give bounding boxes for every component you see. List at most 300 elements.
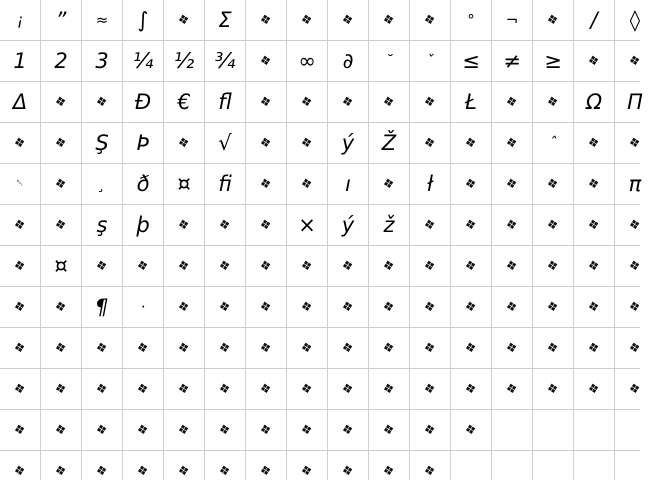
glyph-cell[interactable] xyxy=(0,205,40,245)
glyph-cell[interactable] xyxy=(615,82,655,122)
glyph-cell[interactable] xyxy=(492,451,532,491)
glyph-cell[interactable] xyxy=(287,246,327,286)
glyph-cell[interactable] xyxy=(410,369,450,409)
missing-glyph-icon: ❖ xyxy=(258,93,274,111)
glyph-cell[interactable] xyxy=(328,287,368,327)
missing-glyph-icon: ❖ xyxy=(299,93,315,111)
glyph-character: ˇ xyxy=(426,51,434,70)
glyph-cell[interactable] xyxy=(410,82,450,122)
glyph-cell[interactable] xyxy=(205,205,245,245)
glyph-cell[interactable] xyxy=(0,0,40,40)
glyph-cell[interactable] xyxy=(246,287,286,327)
glyph-cell[interactable] xyxy=(287,123,327,163)
glyph-cell[interactable] xyxy=(410,287,450,327)
glyph-cell[interactable] xyxy=(328,82,368,122)
glyph-cell[interactable] xyxy=(533,451,573,491)
glyph-cell[interactable] xyxy=(492,123,532,163)
missing-glyph-icon: ❖ xyxy=(12,134,28,152)
missing-glyph-icon: ❖ xyxy=(422,421,438,439)
glyph-cell[interactable] xyxy=(205,246,245,286)
glyph-cell[interactable] xyxy=(451,41,491,81)
missing-glyph-icon: ❖ xyxy=(94,93,110,111)
missing-glyph-icon: ❖ xyxy=(545,216,561,234)
glyph-cell[interactable] xyxy=(533,410,573,450)
glyph-cell[interactable] xyxy=(328,451,368,491)
glyph-cell[interactable] xyxy=(0,328,40,368)
glyph-cell[interactable] xyxy=(123,82,163,122)
missing-glyph-icon: ❖ xyxy=(176,339,192,357)
glyph-cell[interactable] xyxy=(0,246,40,286)
missing-glyph-icon: ❖ xyxy=(586,298,602,316)
glyph-cell[interactable] xyxy=(0,369,40,409)
glyph-cell[interactable] xyxy=(246,328,286,368)
glyph-cell[interactable] xyxy=(574,410,614,450)
glyph-character: ý xyxy=(341,130,355,155)
missing-glyph-icon: ❖ xyxy=(586,380,602,398)
glyph-character: Þ xyxy=(136,130,150,155)
missing-glyph-icon: ❖ xyxy=(381,421,397,439)
glyph-cell[interactable] xyxy=(287,451,327,491)
glyph-cell[interactable] xyxy=(287,0,327,40)
glyph-cell[interactable] xyxy=(287,164,327,204)
glyph-cell[interactable] xyxy=(41,287,81,327)
glyph-cell[interactable] xyxy=(615,246,655,286)
glyph-cell[interactable] xyxy=(451,410,491,450)
missing-glyph-icon: ❖ xyxy=(176,380,192,398)
glyph-cell[interactable] xyxy=(164,410,204,450)
missing-glyph-icon: ❖ xyxy=(258,257,274,275)
glyph-cell[interactable] xyxy=(123,451,163,491)
glyph-cell[interactable] xyxy=(615,164,655,204)
glyph-cell[interactable] xyxy=(123,41,163,81)
glyph-character: ¡ xyxy=(16,10,23,29)
glyph-cell[interactable] xyxy=(451,82,491,122)
glyph-cell[interactable] xyxy=(533,123,573,163)
glyph-cell[interactable] xyxy=(82,246,122,286)
missing-glyph-icon: ❖ xyxy=(463,134,479,152)
glyph-cell[interactable] xyxy=(41,451,81,491)
glyph-cell[interactable] xyxy=(82,82,122,122)
glyph-cell[interactable] xyxy=(369,41,409,81)
glyph-cell[interactable] xyxy=(287,328,327,368)
glyph-cell[interactable] xyxy=(410,205,450,245)
glyph-cell[interactable] xyxy=(205,410,245,450)
glyph-cell[interactable] xyxy=(41,205,81,245)
glyph-cell[interactable] xyxy=(328,328,368,368)
glyph-cell[interactable] xyxy=(41,410,81,450)
glyph-cell[interactable] xyxy=(451,0,491,40)
glyph-cell[interactable] xyxy=(369,287,409,327)
glyph-character: fl xyxy=(218,89,232,114)
glyph-cell[interactable] xyxy=(451,369,491,409)
glyph-cell[interactable] xyxy=(369,123,409,163)
missing-glyph-icon: ❖ xyxy=(176,298,192,316)
missing-glyph-icon: ❖ xyxy=(627,216,643,234)
missing-glyph-icon: ❖ xyxy=(12,298,28,316)
glyph-cell[interactable] xyxy=(615,205,655,245)
glyph-cell[interactable] xyxy=(246,410,286,450)
glyph-cell[interactable] xyxy=(533,246,573,286)
glyph-character: ≥ xyxy=(544,48,562,73)
glyph-cell[interactable] xyxy=(492,41,532,81)
glyph-cell[interactable] xyxy=(164,328,204,368)
glyph-cell[interactable] xyxy=(615,0,655,40)
glyph-cell[interactable] xyxy=(492,0,532,40)
glyph-cell[interactable] xyxy=(369,205,409,245)
missing-glyph-icon: ❖ xyxy=(463,421,479,439)
glyph-cell[interactable] xyxy=(410,246,450,286)
glyph-cell[interactable] xyxy=(246,164,286,204)
glyph-cell[interactable] xyxy=(41,82,81,122)
glyph-cell[interactable] xyxy=(369,451,409,491)
missing-glyph-icon: ❖ xyxy=(627,298,643,316)
glyph-cell[interactable] xyxy=(410,41,450,81)
glyph-cell[interactable] xyxy=(369,82,409,122)
glyph-cell[interactable] xyxy=(410,0,450,40)
glyph-cell[interactable] xyxy=(82,0,122,40)
glyph-cell[interactable] xyxy=(574,0,614,40)
glyph-cell[interactable] xyxy=(246,0,286,40)
glyph-cell[interactable] xyxy=(287,287,327,327)
glyph-cell[interactable] xyxy=(492,205,532,245)
missing-glyph-icon: ❖ xyxy=(217,339,233,357)
glyph-cell[interactable] xyxy=(492,369,532,409)
glyph-cell[interactable] xyxy=(0,82,40,122)
glyph-cell[interactable] xyxy=(328,0,368,40)
missing-glyph-icon: ❖ xyxy=(340,462,356,480)
missing-glyph-icon: ❖ xyxy=(504,257,520,275)
missing-glyph-icon: ❖ xyxy=(586,175,602,193)
glyph-cell[interactable] xyxy=(205,451,245,491)
missing-glyph-icon: ❖ xyxy=(340,339,356,357)
glyph-cell[interactable] xyxy=(123,164,163,204)
missing-glyph-icon: ❖ xyxy=(340,421,356,439)
glyph-cell[interactable] xyxy=(123,369,163,409)
glyph-cell[interactable] xyxy=(369,164,409,204)
glyph-cell[interactable] xyxy=(410,451,450,491)
missing-glyph-icon: ❖ xyxy=(422,380,438,398)
glyph-cell[interactable] xyxy=(205,328,245,368)
missing-glyph-icon: ❖ xyxy=(217,257,233,275)
glyph-cell[interactable] xyxy=(328,410,368,450)
glyph-cell[interactable] xyxy=(205,164,245,204)
glyph-cell[interactable] xyxy=(123,328,163,368)
glyph-cell[interactable] xyxy=(205,41,245,81)
missing-glyph-icon: ❖ xyxy=(545,298,561,316)
glyph-cell[interactable] xyxy=(82,205,122,245)
glyph-cell[interactable] xyxy=(82,410,122,450)
glyph-cell[interactable] xyxy=(328,369,368,409)
glyph-character: ¸ xyxy=(98,174,106,193)
missing-glyph-icon: ❖ xyxy=(135,339,151,357)
glyph-cell[interactable] xyxy=(246,246,286,286)
glyph-character: 1 xyxy=(13,48,27,73)
glyph-cell[interactable] xyxy=(574,205,614,245)
glyph-cell[interactable] xyxy=(205,0,245,40)
glyph-cell[interactable] xyxy=(82,41,122,81)
glyph-character: Δ xyxy=(12,89,28,114)
glyph-cell[interactable] xyxy=(410,164,450,204)
glyph-cell[interactable] xyxy=(164,41,204,81)
glyph-cell[interactable] xyxy=(451,123,491,163)
glyph-cell[interactable] xyxy=(574,164,614,204)
missing-glyph-icon: ❖ xyxy=(504,380,520,398)
glyph-character: × xyxy=(298,212,316,237)
glyph-cell[interactable] xyxy=(82,328,122,368)
missing-glyph-icon: ❖ xyxy=(258,175,274,193)
missing-glyph-icon: ❖ xyxy=(53,380,69,398)
glyph-cell[interactable] xyxy=(41,123,81,163)
glyph-cell[interactable] xyxy=(287,410,327,450)
missing-glyph-icon: ❖ xyxy=(340,380,356,398)
glyph-cell[interactable] xyxy=(328,123,368,163)
glyph-cell[interactable] xyxy=(533,0,573,40)
glyph-cell[interactable] xyxy=(615,328,655,368)
glyph-cell[interactable] xyxy=(492,246,532,286)
glyph-character: ˘ xyxy=(385,51,393,70)
missing-glyph-icon: ❖ xyxy=(463,216,479,234)
glyph-cell[interactable] xyxy=(369,0,409,40)
glyph-cell[interactable] xyxy=(369,246,409,286)
glyph-cell[interactable] xyxy=(41,164,81,204)
glyph-cell[interactable] xyxy=(574,328,614,368)
missing-glyph-icon: ❖ xyxy=(504,216,520,234)
missing-glyph-icon: ❖ xyxy=(381,298,397,316)
missing-glyph-icon: ❖ xyxy=(299,339,315,357)
missing-glyph-icon: ❖ xyxy=(422,11,438,29)
glyph-cell[interactable] xyxy=(82,123,122,163)
glyph-cell[interactable] xyxy=(492,82,532,122)
glyph-cell[interactable] xyxy=(246,205,286,245)
missing-glyph-icon: ❖ xyxy=(504,134,520,152)
missing-glyph-icon: ❖ xyxy=(381,11,397,29)
glyph-cell[interactable] xyxy=(574,287,614,327)
missing-glyph-icon: ❖ xyxy=(135,380,151,398)
glyph-cell[interactable] xyxy=(574,246,614,286)
missing-glyph-icon: ❖ xyxy=(463,175,479,193)
glyph-character: ˆ xyxy=(549,133,557,152)
missing-glyph-icon: ❖ xyxy=(422,339,438,357)
glyph-cell[interactable] xyxy=(287,205,327,245)
missing-glyph-icon: ❖ xyxy=(504,298,520,316)
glyph-cell[interactable] xyxy=(164,451,204,491)
glyph-cell[interactable] xyxy=(246,123,286,163)
glyph-cell[interactable] xyxy=(123,0,163,40)
glyph-cell[interactable] xyxy=(574,369,614,409)
missing-glyph-icon: ❖ xyxy=(94,421,110,439)
missing-glyph-icon: ❖ xyxy=(94,257,110,275)
glyph-cell[interactable] xyxy=(287,41,327,81)
missing-glyph-icon: ❖ xyxy=(258,52,274,70)
glyph-cell[interactable] xyxy=(205,287,245,327)
glyph-cell[interactable] xyxy=(328,41,368,81)
glyph-cell[interactable] xyxy=(492,287,532,327)
glyph-cell[interactable] xyxy=(533,205,573,245)
missing-glyph-icon: ❖ xyxy=(586,52,602,70)
glyph-cell[interactable] xyxy=(369,410,409,450)
glyph-cell[interactable] xyxy=(0,451,40,491)
glyph-cell[interactable] xyxy=(410,410,450,450)
missing-glyph-icon: ❖ xyxy=(299,257,315,275)
glyph-cell[interactable] xyxy=(0,287,40,327)
glyph-cell[interactable] xyxy=(410,328,450,368)
missing-glyph-icon: ❖ xyxy=(299,134,315,152)
glyph-character: Ω xyxy=(585,89,603,114)
glyph-cell[interactable] xyxy=(82,287,122,327)
missing-glyph-icon: ❖ xyxy=(422,462,438,480)
glyph-cell[interactable] xyxy=(451,246,491,286)
glyph-cell[interactable] xyxy=(492,328,532,368)
glyph-cell[interactable] xyxy=(451,205,491,245)
glyph-character: Ş xyxy=(95,130,109,155)
glyph-cell[interactable] xyxy=(615,287,655,327)
missing-glyph-icon: ❖ xyxy=(12,257,28,275)
missing-glyph-icon: ❖ xyxy=(53,421,69,439)
glyph-cell[interactable] xyxy=(164,164,204,204)
missing-glyph-icon: ❖ xyxy=(176,11,192,29)
missing-glyph-icon: ❖ xyxy=(258,462,274,480)
glyph-character: ∞ xyxy=(298,48,316,73)
glyph-cell[interactable] xyxy=(369,328,409,368)
missing-glyph-icon: ❖ xyxy=(545,257,561,275)
glyph-cell[interactable] xyxy=(574,451,614,491)
glyph-cell[interactable] xyxy=(328,164,368,204)
glyph-cell[interactable] xyxy=(451,328,491,368)
glyph-cell[interactable] xyxy=(615,451,655,491)
glyph-cell[interactable] xyxy=(41,41,81,81)
glyph-cell[interactable] xyxy=(615,369,655,409)
glyph-character: Σ xyxy=(218,7,232,32)
glyph-cell[interactable] xyxy=(287,82,327,122)
glyph-character: ” xyxy=(55,7,67,32)
glyph-cell[interactable] xyxy=(410,123,450,163)
missing-glyph-icon: ❖ xyxy=(53,216,69,234)
glyph-cell[interactable] xyxy=(574,82,614,122)
glyph-cell[interactable] xyxy=(615,123,655,163)
missing-glyph-icon: ❖ xyxy=(381,257,397,275)
missing-glyph-icon: ❖ xyxy=(217,380,233,398)
glyph-character: Ž xyxy=(381,130,397,155)
glyph-cell[interactable] xyxy=(164,287,204,327)
glyph-cell[interactable] xyxy=(164,123,204,163)
glyph-cell[interactable] xyxy=(41,369,81,409)
glyph-cell[interactable] xyxy=(533,82,573,122)
glyph-character: ≠ xyxy=(503,48,521,73)
glyph-cell[interactable] xyxy=(164,82,204,122)
missing-glyph-icon: ❖ xyxy=(463,380,479,398)
missing-glyph-icon: ❖ xyxy=(217,216,233,234)
glyph-cell[interactable] xyxy=(492,164,532,204)
glyph-cell[interactable] xyxy=(205,369,245,409)
glyph-cell[interactable] xyxy=(492,410,532,450)
missing-glyph-icon: ❖ xyxy=(299,380,315,398)
glyph-cell[interactable] xyxy=(82,451,122,491)
glyph-cell[interactable] xyxy=(164,205,204,245)
glyph-cell[interactable] xyxy=(0,123,40,163)
missing-glyph-icon: ❖ xyxy=(340,298,356,316)
glyph-character: ¤ xyxy=(177,171,191,196)
missing-glyph-icon: ❖ xyxy=(176,216,192,234)
glyph-character: ¶ xyxy=(95,294,109,319)
glyph-character: Đ xyxy=(134,89,152,114)
glyph-cell[interactable] xyxy=(246,369,286,409)
missing-glyph-icon: ❖ xyxy=(299,421,315,439)
glyph-cell[interactable] xyxy=(123,246,163,286)
glyph-cell[interactable] xyxy=(615,410,655,450)
missing-glyph-icon: ❖ xyxy=(53,134,69,152)
glyph-cell[interactable] xyxy=(246,41,286,81)
glyph-cell[interactable] xyxy=(287,369,327,409)
glyph-character: þ xyxy=(136,212,150,237)
glyph-cell[interactable] xyxy=(369,369,409,409)
missing-glyph-icon: ❖ xyxy=(422,216,438,234)
glyph-cell[interactable] xyxy=(246,451,286,491)
glyph-cell[interactable] xyxy=(123,287,163,327)
glyph-cell[interactable] xyxy=(533,328,573,368)
glyph-cell[interactable] xyxy=(41,328,81,368)
missing-glyph-icon: ❖ xyxy=(12,216,28,234)
glyph-cell[interactable] xyxy=(574,123,614,163)
glyph-cell[interactable] xyxy=(164,0,204,40)
glyph-character: € xyxy=(177,89,191,114)
glyph-cell[interactable] xyxy=(123,205,163,245)
glyph-cell[interactable] xyxy=(123,410,163,450)
glyph-cell[interactable] xyxy=(533,287,573,327)
glyph-cell[interactable] xyxy=(41,246,81,286)
missing-glyph-icon: ❖ xyxy=(258,298,274,316)
missing-glyph-icon: ❖ xyxy=(422,298,438,316)
glyph-cell[interactable] xyxy=(205,123,245,163)
missing-glyph-icon: ❖ xyxy=(586,134,602,152)
glyph-cell[interactable] xyxy=(328,246,368,286)
missing-glyph-icon: ❖ xyxy=(299,298,315,316)
glyph-cell[interactable] xyxy=(123,123,163,163)
missing-glyph-icon: ❖ xyxy=(258,380,274,398)
glyph-cell[interactable] xyxy=(82,164,122,204)
glyph-cell[interactable] xyxy=(0,41,40,81)
glyph-character: Ł xyxy=(465,89,477,114)
glyph-cell[interactable] xyxy=(0,410,40,450)
missing-glyph-icon: ❖ xyxy=(463,257,479,275)
glyph-cell[interactable] xyxy=(615,41,655,81)
glyph-character: ł xyxy=(426,171,434,196)
glyph-cell[interactable] xyxy=(533,41,573,81)
missing-glyph-icon: ❖ xyxy=(545,11,561,29)
glyph-cell[interactable] xyxy=(533,369,573,409)
missing-glyph-icon: ❖ xyxy=(258,134,274,152)
glyph-cell[interactable] xyxy=(205,82,245,122)
glyph-cell[interactable] xyxy=(451,287,491,327)
glyph-cell[interactable] xyxy=(164,369,204,409)
glyph-character: ≤ xyxy=(462,48,480,73)
glyph-cell[interactable] xyxy=(574,41,614,81)
missing-glyph-icon: ❖ xyxy=(586,339,602,357)
glyph-cell[interactable] xyxy=(82,369,122,409)
glyph-character: ≈ xyxy=(95,10,109,29)
glyph-cell[interactable] xyxy=(164,246,204,286)
glyph-cell[interactable] xyxy=(451,164,491,204)
missing-glyph-icon: ❖ xyxy=(340,11,356,29)
glyph-cell[interactable] xyxy=(533,164,573,204)
glyph-cell[interactable] xyxy=(0,164,40,204)
glyph-cell[interactable] xyxy=(246,82,286,122)
missing-glyph-icon: ❖ xyxy=(545,380,561,398)
glyph-cell[interactable] xyxy=(328,205,368,245)
glyph-cell[interactable] xyxy=(451,451,491,491)
missing-glyph-icon: ❖ xyxy=(217,298,233,316)
missing-glyph-icon: ❖ xyxy=(422,134,438,152)
glyph-cell[interactable] xyxy=(41,0,81,40)
